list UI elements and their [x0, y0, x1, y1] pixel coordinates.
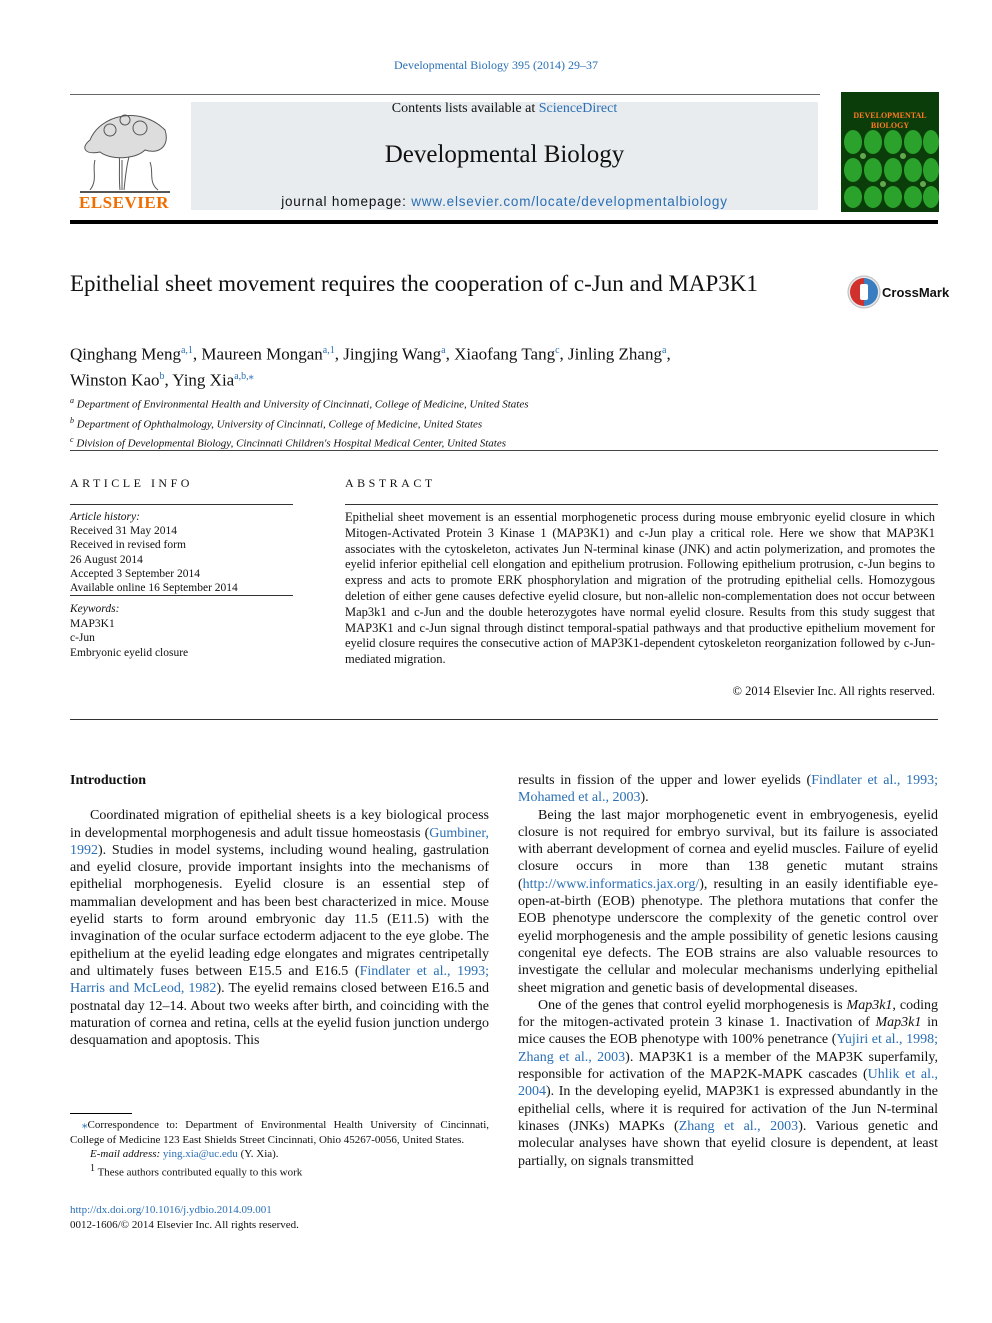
text-run: ). Various genetic and molecular analyses have shown that eyelid closure is dependent, at least partially, on signals transmitted — [518, 1118, 938, 1169]
sciencedirect-link[interactable]: ScienceDirect — [538, 101, 618, 116]
article-info-heading: ARTICLE INFO — [70, 476, 193, 490]
text-run: in mice causes the EOB phenotype with 100% penetrance ( — [518, 1015, 938, 1048]
journal-title: Developmental Biology — [384, 141, 625, 168]
text-run: One of the genes that control eyelid morphogenesis is — [538, 997, 847, 1013]
abstract-bottom-rule — [70, 719, 938, 720]
paragraph — [518, 772, 938, 807]
author-affiliation-mark[interactable]: a — [661, 345, 667, 356]
body-column-right — [518, 772, 938, 1170]
body-column-left — [70, 772, 489, 1049]
homepage-line — [191, 194, 818, 209]
paragraph — [70, 807, 489, 1049]
affiliation-key: c — [70, 435, 74, 445]
homepage-link[interactable]: www.elsevier.com/locate/developmentalbiology — [411, 194, 728, 209]
text-run: ). In the developing eyelid, MAP3K1 is expressed abundantly in the epithelial cells, where it is required for activation of the Jun N-terminal kinases (JNKs) MAPKs ( — [518, 1084, 938, 1134]
article-history — [70, 510, 295, 595]
text-run: ). MAP3K1 is a member of the MAP3K superfamily, responsible for activation of the MAP2K-MAPK cascades ( — [518, 1049, 938, 1083]
italic-term: Map3k1 — [875, 1015, 922, 1031]
abstract-rule — [345, 504, 938, 505]
header-top-rule — [70, 94, 820, 95]
elsevier-wordmark: ELSEVIER — [79, 193, 169, 212]
doi-block — [70, 1203, 489, 1232]
article-info-rule — [70, 504, 293, 505]
section-heading-introduction: Introduction — [70, 773, 146, 788]
citation-link[interactable]: Gumbiner, 1992 — [70, 825, 489, 858]
author-name[interactable]: Jinling Zhang — [568, 344, 662, 364]
header-thick-rule — [70, 220, 938, 224]
article-title: Epithelial sheet movement requires the cooperation of c-Jun and MAP3K1 — [70, 271, 758, 296]
doi-link[interactable]: http://dx.doi.org/10.1016/j.ydbio.2014.09.001 — [70, 1204, 272, 1216]
note1-text: These authors contributed equally to this work — [97, 1166, 303, 1179]
history-item: Accepted 3 September 2014 — [70, 567, 200, 580]
italic-term: Map3k1 — [846, 997, 893, 1013]
correspondence-note — [70, 1118, 489, 1147]
affiliation-text: Division of Developmental Biology, Cincinnati Children's Hospital Medical Center, United States — [73, 437, 506, 450]
author-name[interactable]: Xiaofang Tang — [454, 344, 556, 364]
email-note — [70, 1147, 489, 1162]
text-run: Being the last major morphogenetic event in embryogenesis, eyelid closure is not required for embryo survival, but its failure is associated with aberrant development of cornea and eyelid muscles. Failure of eyelid closure occurs in more than 138 genetic mutant strains ( — [518, 807, 938, 892]
footnotes — [70, 1118, 489, 1180]
affiliation-key: b — [70, 415, 74, 425]
history-item: Received 31 May 2014 — [70, 525, 177, 538]
author-list: Qinghang Meng$^{a,1}$, Maureen Mongan$^{a,1}$, Jingjing Wang$^a$, Xiaofang Tang$^c$, Jinling Zhang$^a$, Winston Kao$^b$, Ying Xia$^{a,b,⁎}$ — [70, 344, 671, 390]
correspondence-mark: ⁎ — [82, 1119, 88, 1131]
affiliation-rule — [70, 450, 938, 451]
homepage-prefix: journal homepage: — [281, 194, 412, 209]
article-info-rule-2 — [70, 595, 293, 596]
author-name[interactable]: Qinghang Meng — [70, 344, 181, 364]
text-run: ). The eyelid remains closed between E16.5 and postnatal day 12–14. About two weeks after birth, and coinciding with the maturation of cornea and retina, cells at the eyelid fusion junction undergo desquamation and apoptosis. This — [70, 981, 489, 1049]
citation-link[interactable]: Yujiri et al., 1998; Zhang et al., 2003 — [518, 1032, 938, 1065]
text-run: , coding for the mitogen-activated protein 3 kinase 1. Inactivation of — [518, 997, 938, 1031]
citation-link[interactable]: Zhang et al., 2003 — [678, 1118, 799, 1134]
keyword[interactable]: c-Jun — [70, 632, 95, 644]
note1-mark: 1 — [90, 1162, 95, 1174]
citation-link[interactable]: Uhlik et al., 2004 — [518, 1067, 938, 1100]
author-name[interactable]: Maureen Mongan — [201, 344, 323, 364]
contents-prefix: Contents lists available at — [391, 101, 539, 116]
affiliation-text: Department of Environmental Health and University of Cincinnati, College of Medicine, United States — [74, 398, 529, 411]
author-name[interactable]: Winston Kao — [70, 370, 160, 390]
author-affiliation-mark[interactable]: a,1 — [322, 345, 335, 356]
footnote-rule — [70, 1113, 132, 1114]
citation-link[interactable]: Findlater et al., 1993; Harris and McLeod, 1982 — [70, 963, 489, 997]
issn-line: 0012-1606/© 2014 Elsevier Inc. All rights reserved. — [70, 1218, 299, 1231]
crossmark-icon[interactable] — [846, 274, 882, 310]
text-run: ). — [640, 790, 649, 806]
affiliation-item — [70, 393, 930, 413]
author-affiliation-mark[interactable]: a — [441, 345, 446, 356]
affiliation-text: Department of Ophthalmology, University of Cincinnati, College of Medicine, United States — [74, 418, 483, 431]
correspondence-text: Correspondence to: Department of Environmental Health University of Cincinnati, College of Medicine 123 East Shields Street Cincinnati, Ohio 45267-0056, United States. — [70, 1119, 489, 1146]
author-name[interactable]: Jingjing Wang — [343, 344, 442, 364]
journal-cover-image[interactable] — [841, 92, 939, 212]
citation-link[interactable]: Findlater et al., 1993; Mohamed et al., 2003 — [518, 773, 938, 806]
keyword[interactable]: MAP3K1 — [70, 617, 115, 630]
author-affiliation-mark[interactable]: a,b,⁎ — [234, 370, 254, 382]
abstract-copyright: © 2014 Elsevier Inc. All rights reserved. — [732, 684, 935, 698]
text-run: results in fission of the upper and lower eyelids ( — [518, 773, 812, 788]
text-run: Coordinated migration of epithelial sheets is a key biological process in developmental morphogenesis and adult tissue homeostasis ( — [70, 808, 489, 841]
author-affiliation-mark[interactable]: a,1 — [180, 345, 193, 356]
journal-citation[interactable]: Developmental Biology 395 (2014) 29–37 — [394, 58, 598, 72]
citation-link[interactable]: http://www.informatics.jax.org/ — [522, 876, 700, 892]
email-suffix: (Y. Xia). — [237, 1148, 279, 1160]
affiliation-item — [70, 413, 930, 433]
abstract-heading: ABSTRACT — [345, 476, 436, 490]
text-run: ), resulting in an easily identifiable eye-open-at-birth (EOB) phenotype. The plethora mutations that confer the EOB phenotype underscore the complexity of the genetic control over eyelid morphogenesis and the ample possibility of genetic lesions causing congenital eye defects. The EOB strains are also valuable resources to investigate the cellular and molecular mechanisms underlying epithelial sheet migration and genetic basis of developmental diseases. — [518, 876, 938, 996]
abstract-text: Epithelial sheet movement is an essential morphogenetic process during mouse embryonic eyelid closure in which Mitogen-Activated Protein 3 Kinase 1 (MAP3K1) and c-Jun play a critical role. Here we show that MAP3K1 associates with the cytoskeleton, activates Jun N-terminal kinase (JNK) and actin polymerization, and promotes the eyelid inferior epithelial cell elongation and epithelium protrusion. Following epithelium protrusion, c-Jun begins to express and acts to promote ERK phosphorylation and migration of the protruding epithelial cells. Homozygous deletion of either gene causes defective eyelid closure, but non-allelic non-complementation does not occur between Map3k1 and c-Jun and the double heterozygotes have normal eyelid closure. Results from this study suggest that MAP3K1 and c-Jun signal through distinct temporal-spatial pathways and that productive epithelium movement for eyelid closure requires the consecutive action of MAP3K1-dependent cytoskeleton reorganization followed by c-Jun-mediated migration. — [345, 510, 935, 667]
affiliation-key: a — [70, 396, 74, 405]
crossmark-label[interactable]: CrossMark — [882, 285, 950, 300]
cover-title: DEVELOPMENTAL BIOLOGY — [853, 111, 927, 130]
paragraph — [518, 807, 938, 997]
keyword[interactable]: Embryonic eyelid closure — [70, 646, 189, 659]
contents-line — [191, 101, 818, 117]
author-affiliation-mark[interactable]: b — [159, 370, 165, 382]
email-link[interactable]: ying.xia@uc.edu — [162, 1148, 238, 1160]
affiliations — [70, 393, 930, 452]
author-name[interactable]: Ying Xia — [172, 370, 235, 390]
equal-contribution-note — [70, 1162, 489, 1180]
history-label: Article history: — [70, 511, 140, 523]
email-label: E-mail address: — [90, 1148, 161, 1160]
author-affiliation-mark[interactable]: c — [555, 345, 560, 356]
history-item: Available online 16 September 2014 — [70, 582, 238, 595]
history-item: 26 August 2014 — [70, 553, 143, 566]
paragraph — [518, 997, 938, 1170]
keywords-label: Keywords: — [70, 603, 120, 615]
text-run: ). Studies in model systems, including wound healing, gastrulation and eyelid closure, provide important insights into the mechanisms of epithelial morphogenesis. Eyelid closure is an essential step of mammalian development and has been best characterized in mice. Mouse eyelid starts to form around embryonic day 11.5 (E11.5) with the invagination of the ocular surface ectoderm adjacent to the eye globe. The epithelium at the eyelid leading edge elongates and migrates centripetally and ultimately fuses between E15.5 and E16.5 ( — [70, 842, 489, 979]
history-item: Received in revised form — [70, 539, 186, 552]
keywords — [70, 602, 295, 660]
